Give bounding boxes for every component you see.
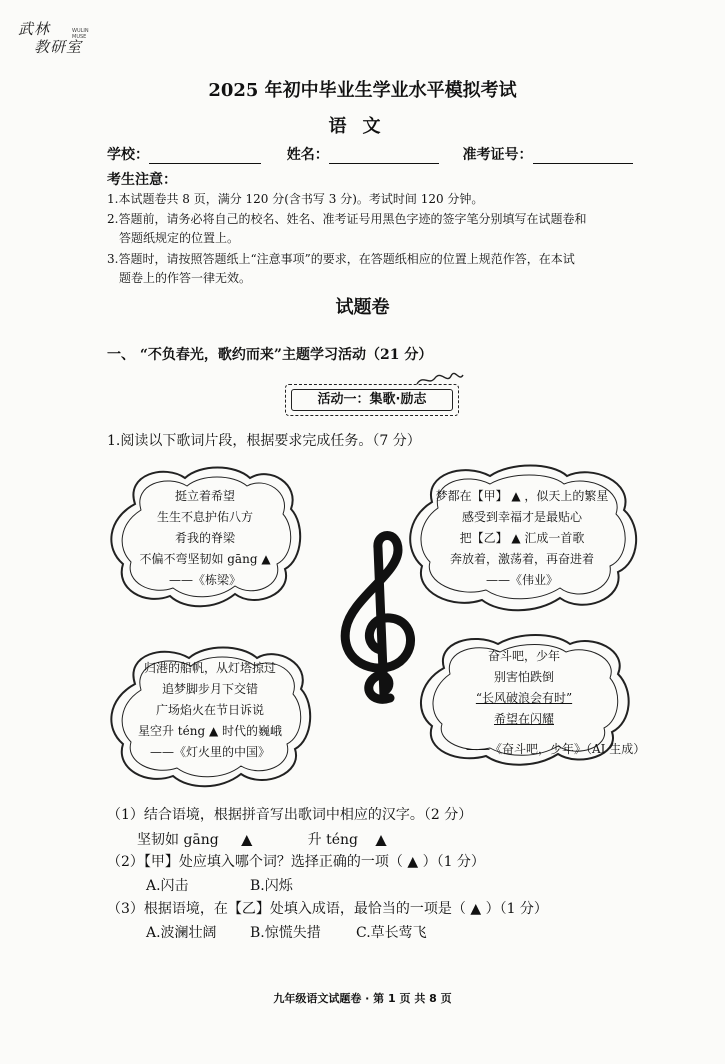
lyric-line: 生生不息护佑八方	[156, 510, 253, 524]
notice-item-3-cont: 题卷上的作答一律无效。	[119, 271, 252, 285]
notice-item-3: 3.答题时，请按照答题纸上“注意事项”的要求，在答题纸相应的位置上规范作答，在本试	[107, 252, 575, 266]
option-c-q3[interactable]: C.草长莺飞	[356, 925, 427, 941]
section-title: 试题卷	[335, 297, 390, 318]
lyric-source: ——《奋斗吧，少年》（AI 生成）	[466, 742, 646, 756]
lyric-line-blank: 梦都在【甲】 ▲ ，似天上的繁星	[435, 489, 609, 503]
notice-item-2: 2.答题前，请务必将自己的校名、姓名、准考证号用黑色字迹的签字笔分别填写在试题卷和	[107, 212, 587, 226]
candidate-info-fields	[107, 144, 647, 164]
school-label: 学校：	[107, 147, 149, 163]
pinyin-teng-label: 升 téng	[307, 832, 358, 848]
option-b-q2[interactable]: B.闪烁	[250, 878, 293, 894]
school-field[interactable]	[149, 149, 261, 164]
answer-blank-gang[interactable]: ▲	[241, 832, 253, 848]
activity-one-box	[285, 384, 459, 416]
lyric-line: 奋斗吧，少年	[487, 649, 560, 663]
lyric-line: 归港的船帆，从灯塔掠过	[143, 661, 276, 675]
lyric-line-underlined: 希望在闪耀	[493, 712, 554, 726]
lyric-cloud-lights-china	[105, 644, 315, 789]
lyric-line: 别害怕跌倒	[493, 670, 554, 684]
lyric-line-blank: 不偏不弯坚韧如 gāng ▲	[139, 552, 271, 566]
lyric-cloud-great-cause	[402, 462, 642, 614]
lyric-line: 肴我的脊梁	[174, 531, 235, 545]
exam-title: 2025 年初中毕业生学业水平模拟考试	[208, 80, 517, 101]
question-1-3: （3）根据语境，在【乙】处填入成语，最恰当的一项是（ ▲ ）（1 分）	[107, 901, 548, 917]
notice-item-2-cont: 答题纸规定的位置上。	[119, 231, 240, 245]
notice-heading: 考生注意：	[107, 172, 177, 188]
logo-subtext: WULIN MUSE	[72, 28, 89, 40]
lyric-source: ——《伟业》	[485, 573, 558, 587]
lyric-source: ——《栋梁》	[168, 573, 241, 587]
option-a-q2[interactable]: A.闪击	[146, 878, 189, 894]
lyric-line: 广场焰火在节日诉说	[155, 703, 264, 717]
answer-blank-teng[interactable]: ▲	[375, 832, 387, 848]
question-1-prompt: 1.阅读以下歌词片段，根据要求完成任务。（7 分）	[107, 433, 421, 449]
lyric-line-blank: 把【乙】 ▲ 汇成一首歌	[459, 531, 585, 545]
lyric-line-underlined: “长风破浪会有时”	[475, 691, 573, 705]
question-1-2: （2）【甲】处应填入哪个词？选择正确的一项（ ▲ ）（1 分）	[107, 854, 485, 870]
logo-line-2: 教研室	[34, 38, 83, 56]
pinyin-gang-label: 坚韧如 gāng	[137, 832, 219, 848]
lyric-line: 挺立着希望	[174, 489, 235, 503]
question-1-1: （1）结合语境，根据拼音写出歌词中相应的汉字。（2 分）	[107, 807, 473, 823]
exam-subject: 语文	[328, 116, 397, 137]
lyric-line-blank: 星空升 téng ▲ 时代的巍峨	[137, 724, 282, 738]
option-a-q3[interactable]: A.波澜壮阔	[146, 925, 217, 941]
lyric-source: ——《灯火里的中国》	[149, 745, 270, 759]
question-1-1-answers	[137, 829, 404, 849]
notice-item-1: 1.本试题卷共 8 页，满分 120 分(含书写 3 分)。考试时间 120 分钟。	[107, 192, 484, 206]
activity-one-label: 活动一：集歌·励志	[291, 389, 453, 411]
exam-number-label: 准考证号：	[462, 147, 533, 163]
lyric-line: 感受到幸福才是最贴心	[461, 510, 582, 524]
option-b-q3[interactable]: B.惊慌失措	[250, 925, 321, 941]
exam-number-field[interactable]	[533, 149, 633, 164]
publisher-logo	[18, 20, 110, 68]
lyric-line: 追梦脚步月下交错	[161, 682, 258, 696]
lyric-line: 奔放着，激荡着，再奋进着	[449, 552, 594, 566]
name-field[interactable]	[329, 149, 439, 164]
logo-line-1: 武林	[18, 20, 51, 38]
name-label: 姓名：	[286, 147, 329, 163]
page-footer: 九年级语文试题卷 · 第 1 页 共 8 页	[273, 992, 452, 1005]
lyric-cloud-pillar	[105, 464, 305, 609]
part-one-heading: 一、 “不负春光，歌约而来”主题学习活动（21 分）	[107, 347, 433, 363]
